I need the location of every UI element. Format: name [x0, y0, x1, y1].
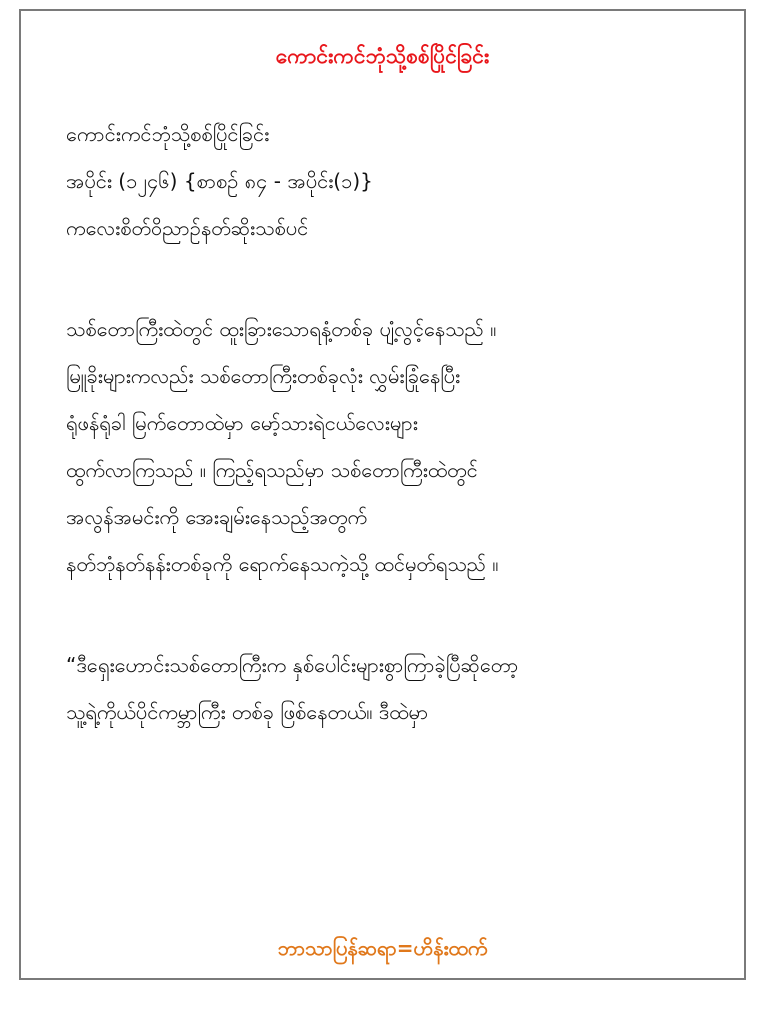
intro-subtitle-line: ကလေးစိတ်ဝိညာဉ်နတ်ဆိုးသစ်ပင် [66, 216, 309, 240]
intro-title-line: ကောင်းကင်ဘုံသို့စစ်ပြိုင်ခြင်း [66, 122, 270, 146]
paragraph-1-line: သစ်တောကြီးထဲတွင် ထူးခြားသောရနံ့တစ်ခု ပျံ့လွင့်နေသည် ။ [66, 317, 497, 341]
paragraph-2-line: “ဒီရှေးဟောင်းသစ်တောကြီးက နှစ်ပေါင်းများစွာကြာခဲ့ပြီဆိုတော့ [66, 653, 519, 677]
paragraph-2-line: သူ့ရဲ့ကိုယ်ပိုင်ကမ္ဘာကြီး တစ်ခု ဖြစ်နေတယ်။ ဒီထဲမှာ [66, 700, 429, 724]
page-title: ကောင်းကင်ဘုံသို့စစ်ပြိုင်ခြင်း [275, 44, 490, 68]
document-body [66, 111, 736, 736]
page-frame [19, 9, 746, 980]
paragraph-1-line: နတ်ဘုံနတ်နန်းတစ်ခုကို ရောက်နေသကဲ့သို့ ထင်မှတ်ရသည် ။ [66, 552, 499, 576]
intro-episode-line: အပိုင်း (၁၂၄၆) {စာစဉ် ၈၄ - အပိုင်း(၁)} [66, 169, 373, 193]
paragraph-1-line: အလွန်အမင်းကို အေးချမ်းနေသည့်အတွက် [66, 505, 368, 529]
translator-credit: ဘာသာပြန်ဆရာ=ဟိန်းထက် [277, 936, 488, 960]
paragraph-1-line: ရုံဖန်ရုံခါ မြက်တောထဲမှာ မော့်သားရဲငယ်လေးများ [66, 411, 418, 435]
paragraph-1-line: ထွက်လာကြသည် ။ ကြည့်ရသည်မှာ သစ်တောကြီးထဲတွင် [66, 458, 478, 482]
paragraph-1-line: မြူခိုးများကလည်း သစ်တောကြီးတစ်ခုလုံး လွှမ်းခြုံနေပြီး [66, 364, 461, 388]
